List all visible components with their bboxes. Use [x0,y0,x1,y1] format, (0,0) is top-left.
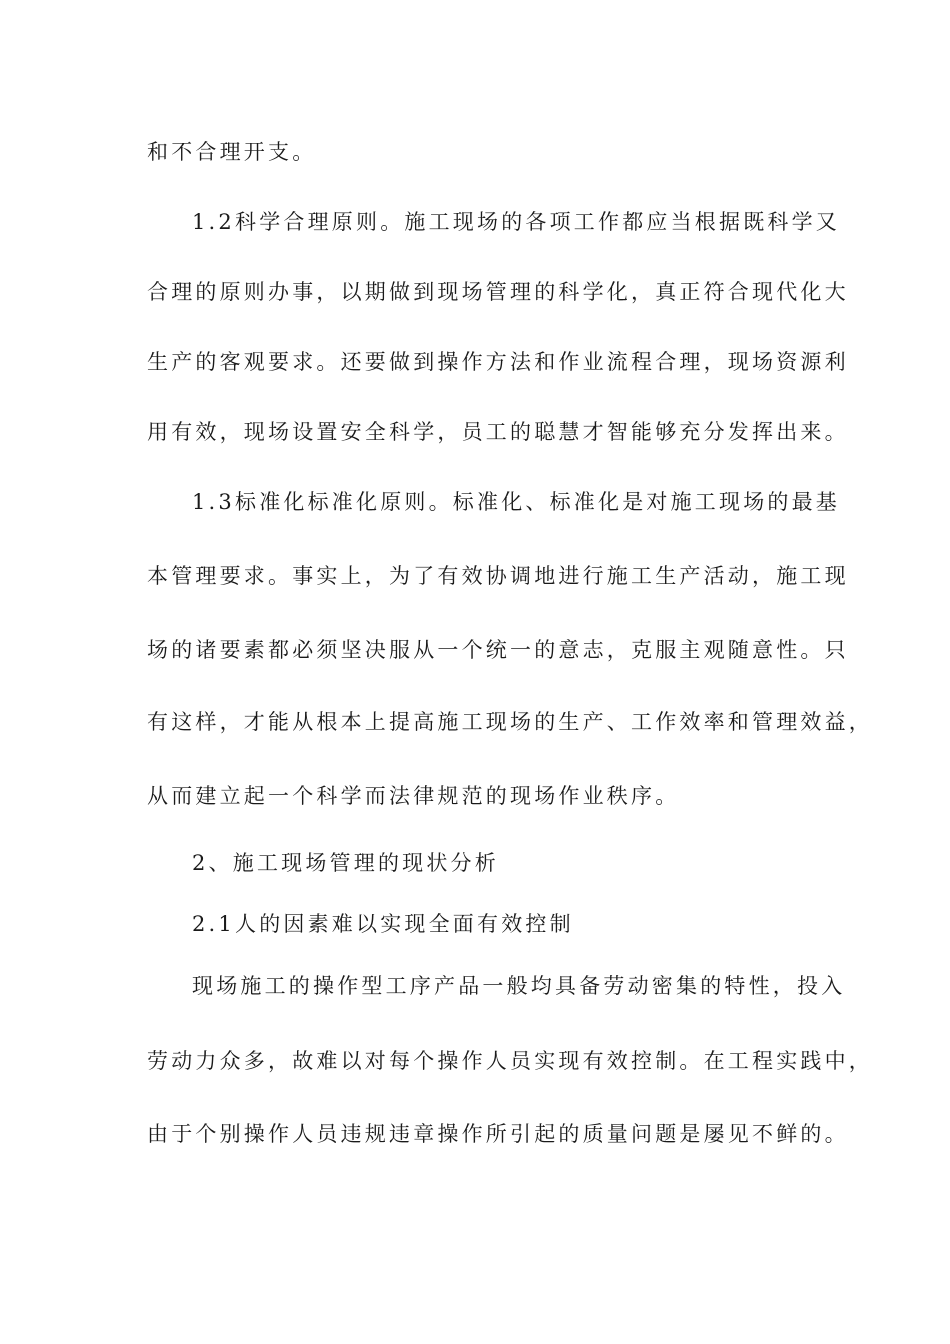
section-2-1-heading: 2.1人的因素难以实现全面有效控制 [192,912,574,936]
paragraph-line: 有这样，才能从根本上提高施工现场的生产、工作效率和管理效益， [147,710,873,734]
section-1-2-heading-line: 1.2科学合理原则。施工现场的各项工作都应当根据既科学又 [192,210,840,234]
section-2-heading: 2、施工现场管理的现状分析 [192,851,499,875]
paragraph-line: 现场施工的操作型工序产品一般均具备劳动密集的特性，投入 [192,974,846,998]
paragraph-line: 和不合理开支。 [147,140,317,164]
paragraph-line: 合理的原则办事，以期做到现场管理的科学化，真正符合现代化大 [147,280,849,304]
section-1-3-heading-line: 1.3标准化标准化原则。标准化、标准化是对施工现场的最基 [192,490,840,514]
paragraph-line: 本管理要求。事实上，为了有效协调地进行施工生产活动，施工现 [147,564,849,588]
paragraph-line: 用有效，现场设置安全科学，员工的聪慧才智能够充分发挥出来。 [147,420,849,444]
paragraph-line: 场的诸要素都必须坚决服从一个统一的意志，克服主观随意性。只 [147,638,849,662]
paragraph-line: 生产的客观要求。还要做到操作方法和作业流程合理，现场资源利 [147,350,849,374]
paragraph-line: 从而建立起一个科学而法律规范的现场作业秩序。 [147,784,680,808]
paragraph-line: 由于个别操作人员违规违章操作所引起的质量问题是屡见不鲜的。 [147,1122,849,1146]
paragraph-line: 劳动力众多，故难以对每个操作人员实现有效控制。在工程实践中， [147,1049,873,1073]
